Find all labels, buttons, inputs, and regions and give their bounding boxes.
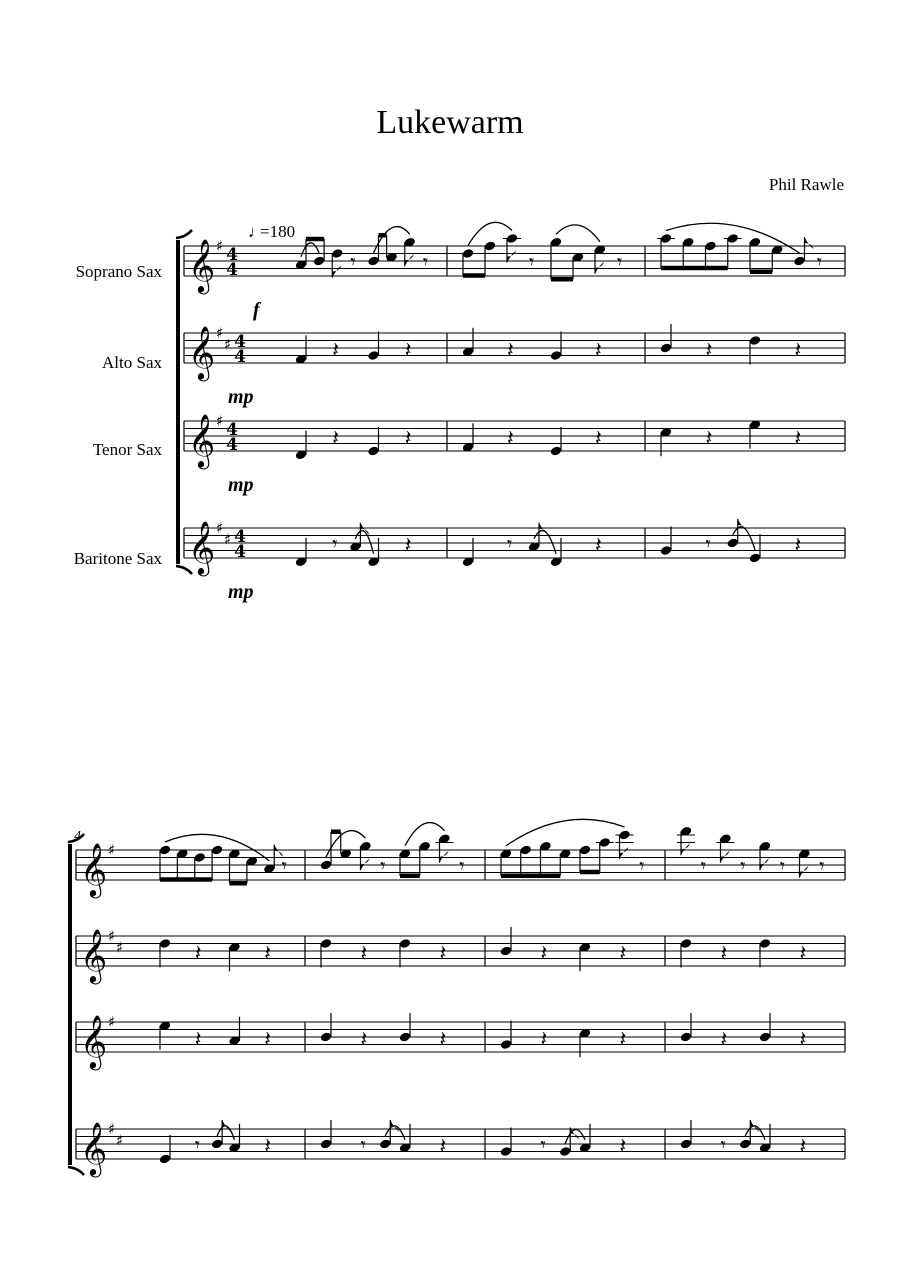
- staff: [76, 1120, 845, 1177]
- eighth-rest-icon: 𝄾: [819, 853, 825, 878]
- quarter-rest-icon: 𝄽: [799, 941, 807, 967]
- time-signature-bottom: 4: [226, 260, 238, 280]
- quarter-rest-icon: 𝄽: [264, 941, 271, 967]
- dynamic-tenor: mp: [228, 474, 254, 496]
- slur: [733, 527, 755, 550]
- quarter-rest-icon: 𝄽: [619, 1027, 627, 1053]
- piece-title: Lukewarm: [376, 104, 524, 141]
- tempo-note-icon: ♩: [248, 222, 265, 241]
- eighth-rest-icon: 𝄾: [360, 1132, 366, 1157]
- eighth-flag: [805, 237, 814, 249]
- treble-clef-icon: 𝄞: [188, 238, 216, 292]
- staff: [76, 819, 845, 898]
- eighth-rest-icon: 𝄾: [779, 853, 786, 878]
- eighth-rest-icon: 𝄾: [459, 853, 465, 878]
- quarter-rest-icon: 𝄽: [360, 941, 368, 967]
- eighth-rest-icon: 𝄾: [380, 853, 386, 878]
- quarter-rest-icon: 𝄽: [360, 1027, 368, 1053]
- dynamic-baritone: mp: [228, 581, 254, 603]
- staff: [184, 324, 845, 381]
- eighth-rest-icon: 𝄾: [740, 853, 746, 878]
- quarter-rest-icon: 𝄽: [194, 1027, 202, 1053]
- quarter-rest-icon: 𝄽: [507, 426, 514, 452]
- quarter-rest-icon: 𝄽: [720, 1027, 728, 1053]
- treble-clef-icon: 𝄞: [80, 1014, 108, 1068]
- quarter-rest-icon: 𝄽: [507, 338, 514, 364]
- instrument-label-soprano: Soprano Sax: [75, 262, 162, 281]
- staff: [76, 1013, 845, 1070]
- key-signature-sharp-icon: ♯: [224, 335, 232, 354]
- eighth-rest-icon: 𝄾: [507, 531, 513, 556]
- quarter-rest-icon: 𝄽: [595, 533, 602, 559]
- tempo-marking: [248, 222, 295, 241]
- time-signature-top: 4: [226, 245, 238, 265]
- key-signature-sharp-icon: ♯: [116, 1131, 124, 1150]
- key-signature-sharp-icon: ♯: [108, 927, 116, 945]
- quarter-rest-icon: 𝄽: [404, 338, 412, 364]
- time-signature-top: 4: [234, 527, 246, 547]
- quarter-rest-icon: 𝄽: [439, 1134, 447, 1160]
- eighth-flag: [681, 843, 690, 855]
- quarter-rest-icon: 𝄽: [705, 338, 713, 364]
- eighth-rest-icon: 𝄾: [540, 1132, 546, 1157]
- treble-clef-icon: 𝄞: [80, 842, 108, 896]
- composer-name: Phil Rawle: [768, 175, 844, 194]
- quarter-rest-icon: 𝄽: [799, 1134, 807, 1160]
- instrument-label-baritone: Baritone Sax: [73, 549, 162, 568]
- key-signature-sharp-icon: ♯: [216, 412, 224, 430]
- quarter-rest-icon: 𝄽: [799, 1027, 807, 1053]
- treble-clef-icon: 𝄞: [188, 413, 216, 467]
- instrument-label-tenor: Tenor Sax: [92, 440, 162, 459]
- eighth-rest-icon: 𝄾: [332, 531, 338, 556]
- treble-clef-icon: 𝄞: [80, 928, 108, 982]
- quarter-rest-icon: 𝄽: [619, 941, 627, 967]
- slur: [385, 1126, 405, 1140]
- slur: [301, 243, 319, 257]
- treble-clef-icon: 𝄞: [188, 520, 216, 574]
- quarter-rest-icon: 𝄽: [540, 1027, 548, 1053]
- system-1-instrument-labels: [74, 262, 163, 568]
- key-signature-sharp-icon: ♯: [108, 1120, 116, 1138]
- key-signature-sharp-icon: ♯: [216, 237, 224, 255]
- quarter-rest-icon: 𝄽: [540, 941, 548, 967]
- eighth-flag: [360, 523, 369, 535]
- quarter-rest-icon: 𝄽: [439, 941, 447, 967]
- treble-clef-icon: 𝄞: [188, 325, 216, 379]
- eighth-flag: [800, 866, 809, 878]
- eighth-flag: [595, 262, 604, 274]
- quarter-rest-icon: 𝄽: [194, 941, 202, 967]
- quarter-rest-icon: 𝄽: [332, 426, 339, 452]
- quarter-rest-icon: 𝄽: [404, 533, 412, 559]
- key-signature-sharp-icon: ♯: [108, 841, 116, 859]
- slur: [556, 225, 600, 242]
- bracket-top-hook: [176, 230, 192, 238]
- eighth-rest-icon: 𝄾: [700, 853, 707, 878]
- quarter-rest-icon: 𝄽: [595, 426, 602, 452]
- time-signature-top: 4: [226, 420, 238, 440]
- quarter-rest-icon: 𝄽: [705, 426, 713, 452]
- quarter-rest-icon: 𝄽: [794, 533, 802, 559]
- time-signature-top: 4: [234, 332, 246, 352]
- notation-layer: [68, 222, 845, 1177]
- dynamic-soprano: f: [253, 299, 260, 321]
- quarter-rest-icon: 𝄽: [619, 1134, 627, 1160]
- staff: [184, 412, 845, 469]
- instrument-label-alto: Alto Sax: [102, 353, 162, 372]
- eighth-rest-icon: 𝄾: [705, 531, 711, 556]
- quarter-rest-icon: 𝄽: [720, 941, 728, 967]
- treble-clef-icon: 𝄞: [80, 1121, 108, 1175]
- eighth-rest-icon: 𝄾: [194, 1132, 201, 1157]
- eighth-rest-icon: 𝄾: [720, 1132, 726, 1157]
- eighth-rest-icon: 𝄾: [350, 249, 356, 274]
- quarter-rest-icon: 𝄽: [439, 1027, 447, 1053]
- eighth-rest-icon: 𝄾: [639, 853, 645, 878]
- quarter-rest-icon: 𝄽: [794, 338, 802, 364]
- time-signature-bottom: 4: [234, 542, 246, 562]
- quarter-rest-icon: 𝄽: [264, 1134, 271, 1160]
- eighth-flag: [361, 858, 370, 870]
- key-signature-sharp-icon: ♯: [116, 938, 124, 957]
- eighth-rest-icon: 𝄾: [617, 249, 623, 274]
- time-signature-bottom: 4: [234, 347, 246, 367]
- tempo-text: =180: [260, 222, 296, 241]
- eighth-rest-icon: 𝄾: [281, 853, 287, 878]
- key-signature-sharp-icon: ♯: [216, 519, 224, 537]
- eighth-flag: [760, 858, 769, 870]
- slur: [745, 1126, 765, 1140]
- staff: [76, 927, 845, 984]
- eighth-flag: [440, 851, 449, 863]
- quarter-rest-icon: 𝄽: [794, 426, 802, 452]
- key-signature-sharp-icon: ♯: [216, 324, 224, 342]
- dynamic-alto: mp: [228, 386, 254, 408]
- eighth-flag: [405, 254, 414, 266]
- eighth-rest-icon: 𝄾: [816, 249, 823, 274]
- key-signature-sharp-icon: ♯: [108, 1013, 116, 1031]
- quarter-rest-icon: 𝄽: [595, 338, 602, 364]
- quarter-rest-icon: 𝄽: [264, 1027, 271, 1053]
- measure-number: 4: [74, 829, 81, 844]
- slur: [217, 1126, 234, 1140]
- eighth-flag: [721, 851, 730, 863]
- eighth-rest-icon: 𝄾: [529, 249, 535, 274]
- quarter-rest-icon: 𝄽: [332, 338, 339, 364]
- time-signature-bottom: 4: [226, 435, 238, 455]
- key-signature-sharp-icon: ♯: [224, 530, 232, 549]
- quarter-rest-icon: 𝄽: [404, 426, 412, 452]
- eighth-rest-icon: 𝄾: [422, 249, 429, 274]
- staff: [184, 519, 845, 576]
